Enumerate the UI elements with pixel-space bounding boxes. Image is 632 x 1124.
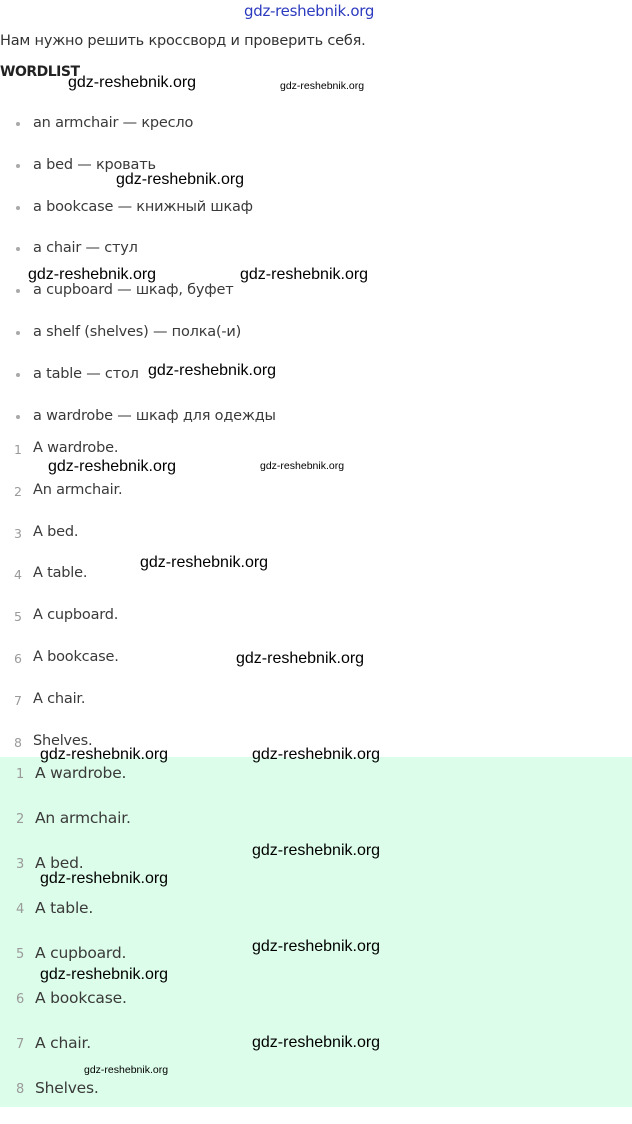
- watermark: gdz-reshebnik.org: [252, 938, 381, 955]
- watermark: gdz-reshebnik.org: [252, 1034, 381, 1051]
- answer-panel-text: A wardrobe.: [35, 764, 127, 782]
- answer-text: A cupboard.: [33, 607, 119, 624]
- wordlist-item-text: an armchair — кресло: [33, 115, 194, 131]
- bullet-icon: [16, 122, 20, 126]
- answer-number: 2: [14, 483, 22, 499]
- watermark: gdz-reshebnik.org: [240, 266, 369, 283]
- bullet-icon: [16, 415, 20, 419]
- answer-panel-text: An armchair.: [35, 809, 131, 827]
- wordlist-item-text: a bookcase — книжный шкаф: [33, 198, 253, 215]
- intro-text: Нам нужно решить кроссворд и проверить себя.: [0, 33, 366, 49]
- bullet-icon: [16, 247, 20, 251]
- answer-number: 1: [14, 442, 22, 457]
- answer-item: [0, 648, 122, 690]
- answer-item: [0, 564, 122, 606]
- watermark: gdz-reshebnik.org: [40, 966, 169, 983]
- site-link[interactable]: gdz-reshebnik.org: [244, 2, 375, 20]
- answer-panel-number: 2: [16, 812, 25, 827]
- answer-panel: [0, 757, 632, 1107]
- answer-panel-number: 8: [16, 1082, 25, 1097]
- watermark: gdz-reshebnik.org: [84, 1064, 169, 1076]
- answers-list: [0, 439, 122, 773]
- bullet-icon: [16, 206, 20, 210]
- answer-number: 4: [14, 567, 22, 583]
- wordlist-item: [0, 103, 276, 145]
- watermark: gdz-reshebnik.org: [68, 74, 197, 91]
- wordlist-title: WORDLIST: [0, 64, 80, 80]
- wordlist-item: [0, 312, 276, 354]
- answer-item: [0, 481, 122, 523]
- site-header: [0, 0, 632, 24]
- answer-text: A chair.: [33, 690, 86, 707]
- wordlist-item-text: a bed — кровать: [33, 156, 156, 173]
- watermark: gdz-reshebnik.org: [236, 650, 365, 667]
- watermark: gdz-reshebnik.org: [280, 80, 365, 92]
- wordlist-item-text: a wardrobe — шкаф для одежды: [33, 407, 276, 424]
- answer-panel-text: A table.: [35, 899, 94, 917]
- answer-panel-number: 3: [16, 857, 25, 872]
- watermark: gdz-reshebnik.org: [40, 746, 169, 763]
- answer-panel-text: A bed.: [35, 854, 84, 872]
- watermark: gdz-reshebnik.org: [260, 460, 345, 472]
- answer-panel-text: A cupboard.: [35, 944, 127, 962]
- wordlist-item-text: a cupboard — шкаф, буфет: [33, 282, 234, 299]
- watermark: gdz-reshebnik.org: [252, 746, 381, 763]
- answer-panel-item: [0, 899, 131, 944]
- bullet-icon: [16, 331, 20, 335]
- answer-panel-number: 6: [16, 992, 25, 1007]
- answer-number: 8: [14, 734, 22, 750]
- watermark: gdz-reshebnik.org: [40, 870, 169, 887]
- answer-number: 5: [14, 609, 22, 625]
- answer-text: A bookcase.: [33, 648, 119, 665]
- bullet-icon: [16, 164, 20, 168]
- answer-panel-text: A chair.: [35, 1034, 91, 1052]
- answer-panel-item: [0, 1079, 131, 1124]
- answer-number: 3: [14, 525, 22, 541]
- answer-panel-number: 7: [16, 1037, 25, 1052]
- answer-text: A bed.: [33, 523, 79, 540]
- answer-panel-number: 1: [16, 767, 25, 782]
- answer-panel-item: [0, 809, 131, 854]
- wordlist-item: [0, 228, 276, 270]
- answer-panel-item: [0, 764, 131, 809]
- bullet-icon: [16, 373, 20, 377]
- answer-text: A wardrobe.: [33, 440, 119, 456]
- watermark: gdz-reshebnik.org: [116, 171, 245, 188]
- watermark: gdz-reshebnik.org: [48, 458, 177, 475]
- wordlist-item-text: a chair — стул: [33, 240, 138, 257]
- watermark: gdz-reshebnik.org: [28, 266, 157, 283]
- answer-text: An armchair.: [33, 481, 123, 498]
- answer-panel-number: 5: [16, 947, 25, 962]
- answer-panel-item: [0, 989, 131, 1034]
- watermark: gdz-reshebnik.org: [252, 842, 381, 859]
- watermark: gdz-reshebnik.org: [140, 554, 269, 571]
- wordlist-item-text: a shelf (shelves) — полка(-и): [33, 323, 242, 340]
- answer-text: Shelves.: [33, 732, 93, 749]
- answer-text: A table.: [33, 565, 88, 582]
- answer-panel-text: Shelves.: [35, 1079, 99, 1097]
- watermark: gdz-reshebnik.org: [148, 362, 277, 379]
- answer-panel-number: 4: [16, 902, 25, 917]
- answer-number: 7: [14, 692, 22, 708]
- wordlist-item-text: a table — стол: [33, 365, 139, 382]
- wordlist-item: [0, 396, 276, 438]
- answer-item: [0, 523, 122, 565]
- wordlist-item: [0, 187, 276, 229]
- answer-item: [0, 606, 122, 648]
- answer-panel-text: A bookcase.: [35, 989, 127, 1007]
- answer-number: 6: [14, 650, 22, 666]
- bullet-icon: [16, 289, 20, 293]
- answer-item: [0, 690, 122, 732]
